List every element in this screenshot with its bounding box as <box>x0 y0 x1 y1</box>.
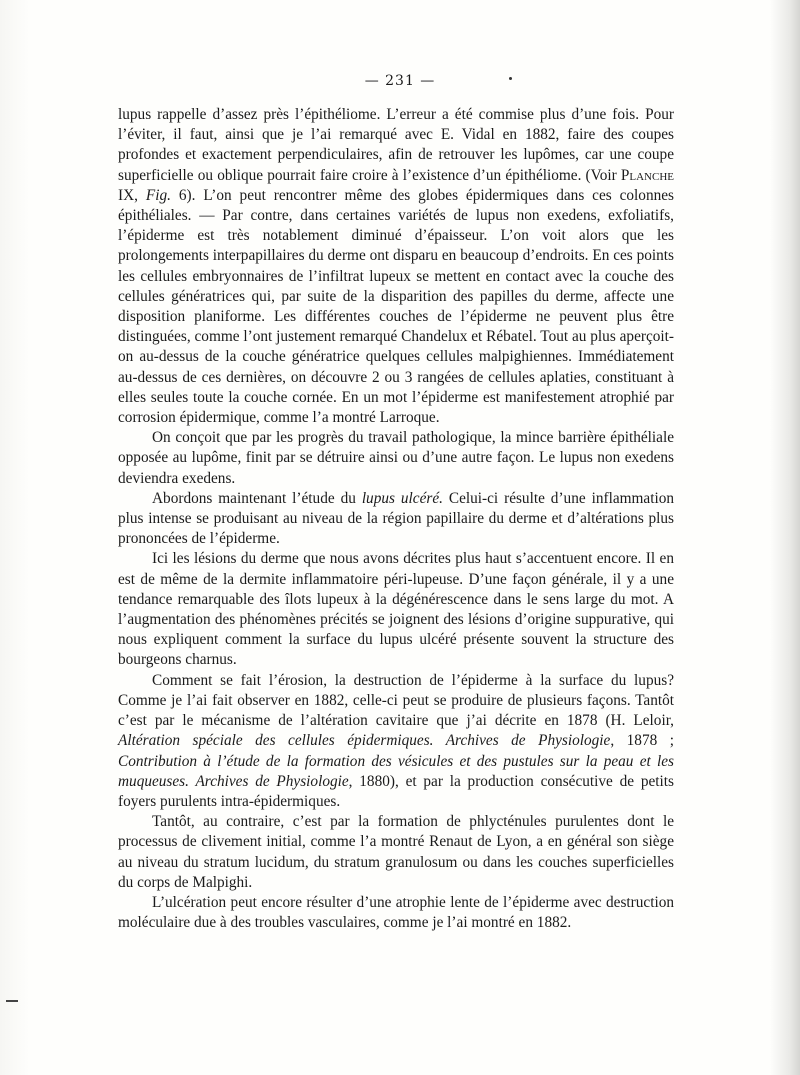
page-number: — 231 — <box>364 73 436 89</box>
text-run: Comment se fait l’érosion, la destruction de l’épiderme à la surface du lupus? Comme je l’ai fait observer en 1882, celle-ci peut se produire de plusieurs façons. Tantôt c’est par le mécanisme de l’altération cavitaire que j’ai décrite en 1878 (H. Leloir, <box>118 671 674 730</box>
text-run: IX, <box>118 186 146 204</box>
text-run: On conçoit que par les progrès du travail pathologique, la mince barrière épithéliale opposée au lupôme, finit par se détruire ainsi ou d’une autre façon. Le lupus non exedens deviendra exedens. <box>118 429 674 487</box>
italic-text: Fig. <box>145 186 171 204</box>
paragraph <box>118 549 674 670</box>
text-run: Tantôt, au contraire, c’est par la formation de phlycténules purulentes dont le processus de clivement initial, comme l’a montré Renaut de Lyon, a en général son siège au niveau du stratum lucidum, du stratum granulosum ou dans les couches superficielles du corps de Malpighi. <box>118 813 674 891</box>
italic-text: Altération spéciale des cellules épidermiques. Archives de Physiologie <box>118 732 611 750</box>
paragraph <box>118 105 674 428</box>
small-caps-text: Planche <box>620 166 674 184</box>
paragraph <box>118 812 674 893</box>
text-run: L’ulcération peut encore résulter d’une atrophie lente de l’épiderme avec destruction moléculaire due à des troubles vasculaires, comme je l’ai montré en 1882. <box>118 893 674 932</box>
text-run: Celui-ci résulte d’une inflammation plus intense se produisant au niveau de la région papillaire du derme et d’altérations plus prononcées de l’épiderme. <box>118 489 674 548</box>
text-run: lupus rappelle d’assez près l’épithéliome. L’erreur a été commise plus d’une fois. Pour l’éviter, il faut, ainsi que je l’ai remarqué avec E. Vidal en 1882, faire des coupes profondes et exactement perpendiculaires, afin de retrouver les lupômes, car une coupe superficielle ou oblique pourrait faire croire à l’existence d’un épithéliome. (Voir <box>118 106 674 184</box>
ink-speck <box>509 77 512 80</box>
body-text <box>118 105 674 933</box>
text-run: , 1878 ; <box>610 732 674 750</box>
paragraph <box>118 671 674 812</box>
italic-text: Contribution à l’étude de la formation des vésicules et des pustules sur la peau et les muqueuses. Archives de Physiologie <box>118 752 674 790</box>
paragraph <box>118 428 674 489</box>
text-run: , 1880), et par la production consécutive de petits foyers purulents intra-épidermiques. <box>118 772 674 810</box>
text-run: Ici les lésions du derme que nous avons décrites plus haut s’accentuent encore. Il en est de même de la dermite inflammatoire péri-lupeuse. D’une façon générale, il y a une tendance remarquable des îlots lupeux à la dégénérescence dans le sens large du mot. A l’augmentation des phénomènes précités se joignent des lésions d’origine suppurative, qui nous expliquent comment la surface du lupus ulcéré présente souvent la structure des bourgeons charnus. <box>118 550 674 669</box>
paragraph <box>118 893 674 933</box>
text-run: 6). L’on peut rencontrer même des globes épidermiques dans ces colonnes épithéliales. — Par contre, dans certaines variétés de lupus non exedens, exfoliatifs, l’épiderme est très notablement diminué d’épaisseur. L’on voit alors que les prolongements interpapillaires du derme ont disparu en beaucoup d’endroits. En ces points les cellules embryonnaires de l’infiltrat lupeux se mettent en contact avec la couche des cellules génératrices qui, par suite de la disparition des papilles du derme, affecte une disposition planiforme. Les différentes couches de l’épiderme ne peuvent plus être distinguées, comme l’ont justement remarqué Chandelux et Rébatel. Tout au plus aperçoit-on au-dessus de la couche génératrice quelques cellules malpighiennes. Immédiatement au-dessus de ces dernières, on découvre 2 ou 3 rangées de cellules aplaties, constituant à elles seules toute la couche cornée. En un mot l’épiderme est manifestement atrophié par corrosion épidermique, comme l’a montré Larroque. <box>118 186 674 427</box>
italic-text: lupus ulcéré. <box>361 489 443 507</box>
margin-mark <box>6 1000 18 1002</box>
paragraph <box>118 489 674 550</box>
text-run: Abordons maintenant l’étude du <box>152 489 362 507</box>
